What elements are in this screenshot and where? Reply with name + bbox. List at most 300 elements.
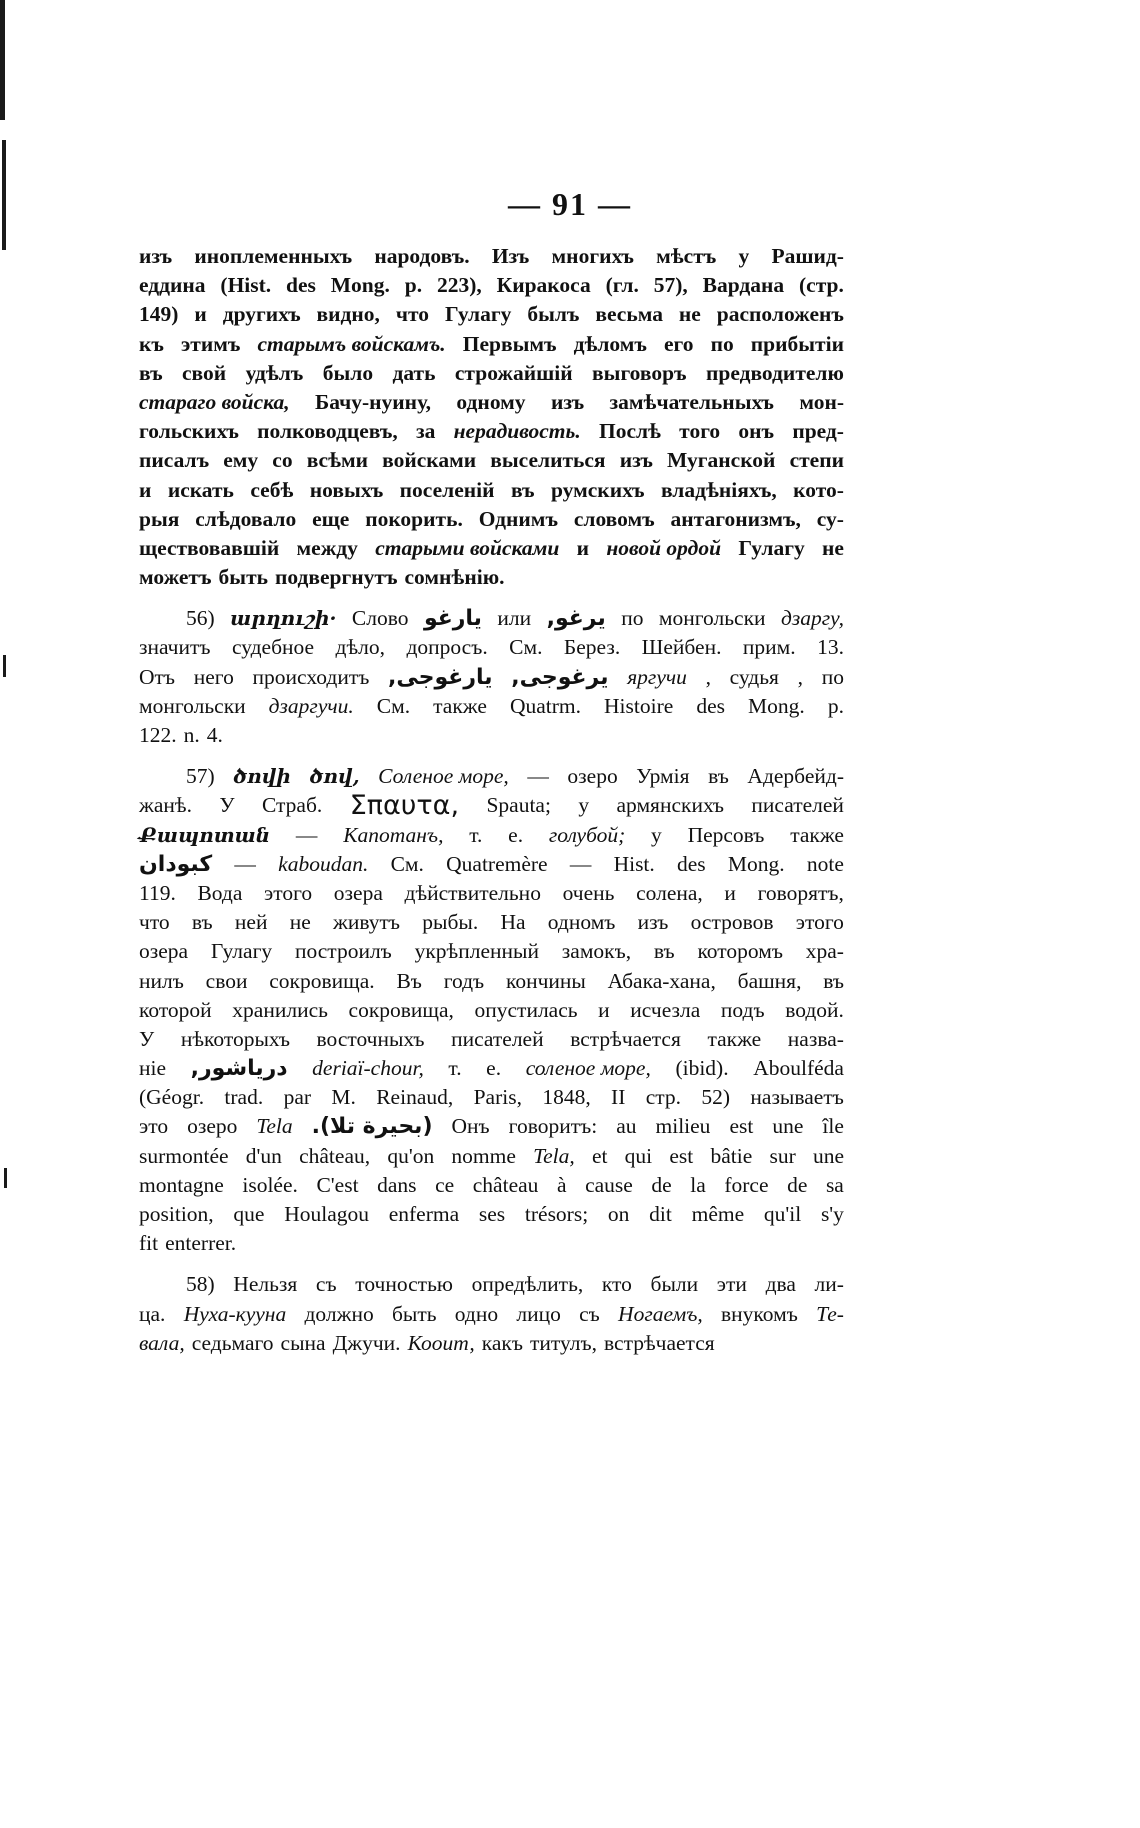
word: всѣми: [306, 448, 369, 473]
word: т.: [448, 1056, 462, 1081]
word: île: [822, 1114, 844, 1139]
word: Нельзя: [233, 1272, 298, 1297]
word: force: [724, 1172, 769, 1197]
word: башня,: [737, 968, 802, 993]
text-line: [139, 721, 844, 750]
word: этого: [795, 910, 844, 935]
word: у: [578, 793, 590, 818]
word: себѣ: [250, 477, 294, 502]
word: la: [690, 1172, 706, 1197]
word: кончины: [505, 968, 586, 993]
word: нерадивость.: [453, 419, 581, 444]
word: 56): [186, 606, 215, 631]
word: выговоръ: [592, 360, 687, 385]
word: было: [322, 360, 374, 385]
word: sur: [769, 1143, 796, 1168]
word: мѣстъ: [656, 244, 717, 268]
word: Mong.: [727, 851, 785, 876]
word: седьмаго: [191, 1330, 274, 1355]
word: антагонизмъ,: [670, 506, 801, 531]
word: укрѣпленный: [414, 939, 539, 964]
word: Рашид-: [771, 244, 844, 268]
word: Гулагу: [210, 939, 273, 964]
word: (ibid).: [675, 1056, 729, 1081]
word: монгольски: [658, 606, 766, 631]
text-line: [139, 604, 844, 633]
word: и: [576, 535, 590, 560]
word: стараго войска,: [139, 389, 290, 414]
word: видно,: [316, 302, 380, 327]
word: су-: [816, 506, 844, 531]
word: isolée.: [242, 1172, 298, 1197]
text-line: [139, 1142, 844, 1171]
word: между: [296, 535, 358, 560]
text-line: [139, 1083, 844, 1112]
word: deriaï-chour,: [312, 1056, 424, 1081]
word: по: [710, 331, 734, 356]
word: е.: [508, 822, 524, 847]
word: говорятъ,: [757, 880, 844, 905]
word: вала,: [139, 1330, 185, 1355]
word: удѣлъ: [245, 360, 304, 385]
word: титулъ,: [529, 1330, 597, 1355]
word: kaboudan.: [278, 851, 369, 876]
word: Aboulféda: [753, 1056, 844, 1081]
text-line: [139, 967, 844, 996]
word: водой.: [785, 997, 844, 1022]
word: этимъ: [180, 331, 241, 356]
word: замокъ,: [561, 939, 632, 964]
word: лицо: [516, 1301, 561, 1326]
word: войсками: [382, 448, 477, 473]
word: онъ: [738, 419, 775, 444]
word: по: [621, 606, 644, 631]
word: и: [194, 302, 207, 327]
text-line: [139, 633, 844, 662]
word: enferma: [388, 1202, 460, 1226]
word: въ: [191, 910, 213, 935]
word: рыбы.: [422, 910, 479, 935]
word: изъ: [550, 389, 585, 414]
word: озера: [139, 939, 189, 964]
word: прибытіи: [750, 331, 844, 356]
word: свои: [205, 968, 248, 993]
word: т.: [469, 822, 483, 847]
word: ца.: [139, 1301, 166, 1326]
word: что: [395, 302, 430, 327]
word: покорить.: [365, 506, 463, 531]
word: еддина: [139, 273, 206, 298]
word: солена,: [636, 880, 703, 905]
word: и: [139, 477, 152, 502]
word: встрѣчается: [604, 1330, 715, 1355]
word: сокровища,: [348, 997, 454, 1022]
word: كبودان: [139, 851, 213, 877]
word: изъ: [139, 244, 173, 268]
word: 119.: [139, 880, 176, 905]
word: et: [591, 1143, 608, 1168]
word: note: [806, 851, 844, 876]
word: 57),: [653, 273, 688, 298]
word: какъ: [481, 1330, 523, 1355]
word: Берез.: [563, 635, 621, 660]
word: съ: [579, 1301, 600, 1326]
word: dit: [649, 1202, 672, 1226]
word: ,: [797, 664, 804, 689]
word: (гл.: [605, 273, 639, 298]
word: жанѣ.: [139, 793, 192, 818]
word: были: [650, 1272, 699, 1297]
word: островов: [690, 910, 774, 935]
word: p.: [404, 273, 423, 298]
word: surmontée: [139, 1143, 229, 1168]
word: Вода: [197, 880, 243, 905]
word: on: [607, 1202, 630, 1226]
word: Tela,: [533, 1143, 575, 1168]
word: изъ: [637, 910, 669, 935]
word: озеро: [567, 764, 618, 789]
word: Муганской: [667, 448, 776, 473]
word: кто: [601, 1272, 632, 1297]
word: дѣломъ: [573, 331, 647, 356]
word: est: [669, 1143, 694, 1168]
word: назва-: [787, 1026, 844, 1051]
word: весьма: [595, 302, 663, 327]
word: Въ: [396, 968, 422, 993]
word: этого: [264, 880, 313, 905]
word: des: [677, 851, 706, 876]
word: что: [139, 910, 170, 935]
word: новой ордой: [606, 535, 722, 560]
word: озеро: [187, 1114, 238, 1139]
word: Абака-хана,: [607, 968, 716, 993]
word: qu'on: [387, 1143, 435, 1168]
word: que: [233, 1202, 265, 1226]
word: des: [286, 273, 316, 298]
text-line: [139, 937, 844, 966]
word: встрѣчается: [570, 1026, 681, 1051]
word: de: [651, 1172, 672, 1197]
word: сына: [280, 1330, 326, 1355]
word: подвергнутъ: [275, 565, 398, 590]
text-line: [139, 271, 844, 300]
page-number: — 91 —: [508, 186, 632, 222]
text-line: [139, 1112, 844, 1141]
word: не: [678, 302, 701, 327]
paragraph-3: [139, 762, 844, 1258]
word: На: [500, 910, 526, 935]
word: II: [611, 1085, 626, 1110]
word: это: [139, 1114, 169, 1139]
word: fit: [139, 1231, 159, 1256]
word: 223),: [436, 273, 482, 298]
word: cause: [585, 1172, 633, 1197]
word: и: [724, 880, 736, 905]
word: эти: [716, 1272, 747, 1297]
word: Quatrm.: [509, 693, 581, 718]
word: même: [691, 1202, 745, 1226]
word: озера: [333, 880, 383, 905]
word: de: [787, 1172, 808, 1197]
word: построилъ: [294, 939, 392, 964]
word: par: [283, 1085, 312, 1110]
word: стр.: [645, 1085, 682, 1110]
word: Hist.: [613, 851, 655, 876]
word: которомъ: [697, 939, 783, 964]
text-line: [139, 242, 844, 271]
word: (بحيرة تلا).: [311, 1114, 433, 1140]
word: 149): [139, 302, 179, 327]
word: расположенъ: [716, 302, 844, 327]
word: Reinaud,: [376, 1085, 454, 1110]
word: Ногаемъ,: [618, 1301, 703, 1326]
word: У: [139, 1026, 155, 1051]
word: сокровища.: [269, 968, 375, 993]
word: Те-: [816, 1301, 844, 1326]
word: —: [527, 764, 549, 789]
word: (Hist.: [220, 273, 272, 298]
word: —: [569, 851, 592, 876]
word: Соленое море,: [378, 764, 509, 789]
word: —: [234, 851, 256, 876]
word: восточныхъ: [316, 1026, 425, 1051]
word: прим.: [742, 635, 796, 660]
word: у: [651, 822, 662, 847]
text-line: [139, 446, 844, 475]
word: быть: [218, 565, 268, 590]
paragraph-1: [139, 242, 844, 592]
text-line: [139, 417, 844, 446]
word: одно: [454, 1301, 499, 1326]
word: 58): [186, 1272, 215, 1297]
text-line: [139, 1329, 844, 1358]
word: гольскихъ: [139, 419, 239, 444]
word: иноплеменныхъ: [194, 244, 353, 268]
word: Σπαυτα,: [349, 790, 460, 822]
word: nomme: [451, 1143, 516, 1168]
word: къ: [139, 331, 164, 356]
text-line: [139, 563, 844, 592]
word: не: [289, 910, 311, 935]
word: былъ: [527, 302, 580, 327]
word: M.: [331, 1085, 356, 1110]
word: въ: [823, 968, 844, 993]
word: Tela: [256, 1114, 293, 1139]
word: Урмія: [636, 764, 690, 789]
word: Mong.: [330, 273, 390, 298]
word: trad.: [224, 1085, 264, 1110]
word: une: [812, 1143, 844, 1168]
word: опредѣлить,: [471, 1272, 584, 1297]
word: значитъ: [139, 635, 211, 660]
word: ней: [234, 910, 268, 935]
word: два: [765, 1272, 796, 1297]
paragraph-gap: [139, 592, 844, 604]
word: s'y: [820, 1202, 844, 1226]
word: n.: [183, 723, 200, 747]
word: армянскихъ: [616, 793, 724, 818]
text-line: [139, 505, 844, 534]
word: старымъ войскамъ.: [257, 331, 446, 356]
word: въ: [139, 360, 163, 385]
word: его: [664, 331, 694, 356]
word: и: [598, 997, 610, 1022]
word: нилъ: [139, 968, 184, 993]
word: une: [772, 1114, 804, 1139]
word: пред-: [792, 419, 844, 444]
word: 13.: [817, 635, 844, 660]
text-line: [139, 1171, 844, 1200]
word: արղուշի·: [230, 606, 337, 631]
word: p.: [827, 693, 844, 718]
word: bâtie: [710, 1143, 753, 1168]
word: Персовъ: [687, 822, 765, 847]
word: Киракоса: [496, 273, 591, 298]
word: также: [433, 693, 487, 718]
text-line: [139, 879, 844, 908]
word: Quatremère: [446, 851, 548, 876]
word: dans: [377, 1172, 417, 1197]
word: нѣкоторыхъ: [180, 1026, 290, 1051]
word: Адербейд-: [747, 764, 844, 789]
word: поселеній: [399, 477, 495, 502]
text-line: [139, 1229, 844, 1258]
word: одному: [456, 389, 526, 414]
word: говоритъ:: [508, 1114, 598, 1139]
word: ce: [435, 1172, 455, 1197]
word: Отъ: [139, 664, 176, 689]
word: Шейбен.: [641, 635, 722, 660]
word: يارغوجى,: [388, 664, 493, 690]
word: C'est: [316, 1172, 359, 1197]
word: очень: [562, 880, 615, 905]
text-line: [139, 476, 844, 505]
word: يرغو,: [546, 606, 606, 632]
paragraph-2: [139, 604, 844, 750]
word: у: [738, 244, 750, 268]
word: дѣйствительно: [404, 880, 541, 905]
word: со: [272, 448, 293, 473]
text-line: [139, 663, 844, 692]
word: писателей: [451, 1026, 544, 1051]
word: château,: [299, 1143, 371, 1168]
text-line: [139, 1200, 844, 1229]
word: изъ: [619, 448, 653, 473]
word: голубой;: [548, 822, 626, 847]
text-line: [139, 1025, 844, 1054]
word: владѣніяхъ,: [660, 477, 777, 502]
word: qu'il: [763, 1202, 802, 1226]
word: въ: [510, 477, 535, 502]
text-line: [139, 1270, 844, 1299]
word: См.: [376, 693, 411, 718]
word: старыми войсками: [375, 535, 560, 560]
word: château: [472, 1172, 539, 1197]
word: enterrer.: [165, 1231, 237, 1256]
word: Слово: [351, 606, 409, 631]
word: дзаргу,: [781, 606, 844, 631]
word: опустилась: [474, 997, 578, 1022]
word: ses: [478, 1202, 506, 1226]
word: хранились: [232, 997, 328, 1022]
word: Houlagou: [284, 1202, 369, 1226]
word: кото-: [793, 477, 844, 502]
word: Вардана: [702, 273, 785, 298]
word: Изъ: [491, 244, 530, 268]
word: можетъ: [139, 565, 212, 590]
text-line: [139, 1300, 844, 1329]
word: 4.: [206, 723, 223, 747]
word: также: [790, 822, 844, 847]
word: Капотанъ,: [343, 822, 444, 847]
word: должно: [304, 1301, 374, 1326]
word: точностью: [355, 1272, 453, 1297]
word: искать: [167, 477, 234, 502]
word: У: [219, 793, 235, 818]
text-line: [139, 996, 844, 1025]
text-line: [139, 908, 844, 937]
word: يرغوجى,: [511, 664, 609, 690]
word: по: [821, 664, 844, 689]
word: 52): [701, 1085, 731, 1110]
word: еще: [312, 506, 350, 531]
word: est: [729, 1114, 754, 1139]
word: хра-: [805, 939, 844, 964]
word: Нуха-кууна: [183, 1301, 287, 1326]
word: position,: [139, 1202, 214, 1226]
word: des: [696, 693, 726, 718]
word: него: [193, 664, 234, 689]
scan-edge-mark-middle: [3, 655, 6, 677]
word: Քապոտան: [139, 822, 271, 847]
paragraph-4: [139, 1270, 844, 1358]
word: 1848,: [542, 1085, 591, 1110]
word: d'un: [245, 1143, 282, 1168]
word: ніе: [139, 1056, 167, 1081]
word: живутъ: [332, 910, 401, 935]
word: внукомъ: [720, 1301, 798, 1326]
word: допросъ.: [406, 635, 488, 660]
word: Histoire: [604, 693, 674, 718]
word: 122.: [139, 723, 177, 747]
word: См.: [509, 635, 543, 660]
word: Онъ: [451, 1114, 490, 1139]
word: подъ: [720, 997, 765, 1022]
word: Бачу-нуину,: [315, 389, 432, 414]
word: одномъ: [547, 910, 616, 935]
paragraph-gap: [139, 1258, 844, 1270]
word: свой: [182, 360, 227, 385]
text-line: [139, 359, 844, 388]
word: другихъ: [222, 302, 301, 327]
text-line: [139, 1054, 844, 1083]
word: словомъ: [573, 506, 655, 531]
word: (Géogr.: [139, 1085, 205, 1110]
word: въ: [653, 939, 675, 964]
word: многихъ: [551, 244, 634, 268]
word: замѣчательныхъ: [609, 389, 774, 414]
word: дать: [392, 360, 436, 385]
word: также: [707, 1026, 762, 1051]
text-line: [139, 821, 844, 850]
word: судья: [729, 664, 779, 689]
word: того: [679, 419, 721, 444]
word: Однимъ: [478, 506, 558, 531]
word: ществовавшій: [139, 535, 280, 560]
word: писателей: [751, 793, 844, 818]
text-line: [139, 762, 844, 791]
word: новыхъ: [309, 477, 384, 502]
